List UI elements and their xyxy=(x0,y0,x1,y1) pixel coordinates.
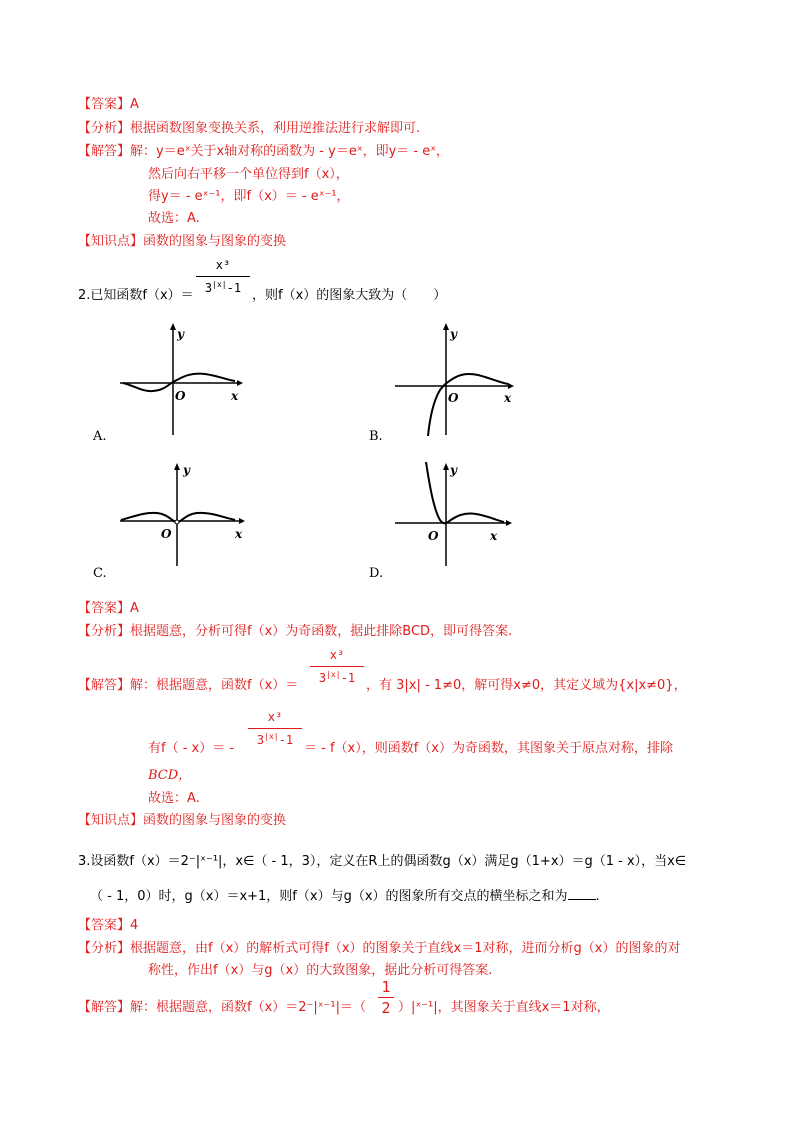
x-axis-arrow-icon xyxy=(239,518,245,524)
origin-label: O xyxy=(161,527,172,541)
x-label: x xyxy=(235,527,243,541)
curve xyxy=(428,374,508,436)
analysis-text: 根据题意，分析可得f（x）为奇函数，据此排除BCD，即可得答案. xyxy=(130,624,513,639)
answer-tag: 【答案】 xyxy=(78,601,131,616)
q2-stem-prefix: 2.已知函数f（x）＝ xyxy=(78,288,194,303)
fraction-bar xyxy=(248,728,302,729)
analysis-tag: 【分析】 xyxy=(78,941,131,956)
fraction-bar xyxy=(378,997,394,998)
q3-analysis-line2: 称性，作出f（x）与g（x）的大致图象，据此分析可得答案. xyxy=(148,963,493,978)
analysis-text: 根据函数图象变换关系，利用逆推法进行求解即可. xyxy=(130,121,421,136)
answer-value: A xyxy=(130,97,139,112)
x-label: x xyxy=(504,391,512,405)
q2-solution-line3: BCD， xyxy=(148,768,192,783)
origin-label: O xyxy=(428,529,439,543)
q2-solution-fraction xyxy=(310,646,364,692)
graph-option-a[interactable] xyxy=(115,320,245,440)
q3-answer xyxy=(78,917,138,935)
q2-analysis xyxy=(78,623,512,641)
solution-tag: 【解答】 xyxy=(78,144,131,159)
analysis-tag: 【分析】 xyxy=(78,624,131,639)
q3-stem-line2: （ - 1，0）时，g（x）＝x+1，则f（x）与g（x）的图象所有交点的横坐标之和为 . xyxy=(90,889,600,904)
graph-option-b[interactable] xyxy=(390,320,520,440)
q3-solution-suffix: ）|ˣ⁻¹|，其图象关于直线x＝1对称， xyxy=(398,1000,610,1015)
q2-stem-suffix: ，则f（x）的图象大致为（ ） xyxy=(252,288,447,303)
x-axis-arrow-icon xyxy=(508,383,514,389)
analysis-text: 根据题意，由f（x）的解析式可得f（x）的图象关于直线x＝1对称，进而分析g（x）的图象的对 xyxy=(130,941,681,956)
q1-solution-line2: 然后向右平移一个单位得到f（x）， xyxy=(148,167,349,182)
y-axis-arrow-icon xyxy=(170,323,176,330)
q1-knowledge xyxy=(78,233,286,251)
stem-text: （ - 1，0）时，g（x）＝x+1，则f（x）与g（x）的图象所有交点的横坐标之和为 xyxy=(90,889,568,904)
hole-point xyxy=(175,520,179,524)
graph-option-c[interactable] xyxy=(115,458,250,568)
x-label: x xyxy=(490,529,498,543)
fraction-numerator: 1 xyxy=(381,978,391,996)
answer-value: 4 xyxy=(130,918,139,933)
knowledge-tag: 【知识点】 xyxy=(78,813,144,828)
q1-solution-line4: 故选：A. xyxy=(148,211,200,226)
knowledge-tag: 【知识点】 xyxy=(78,234,144,249)
y-axis-arrow-icon xyxy=(443,323,449,330)
y-label: y xyxy=(450,327,457,341)
curve xyxy=(426,462,504,523)
option-c-label: C. xyxy=(93,566,107,581)
knowledge-text: 函数的图象与图象的变换 xyxy=(143,813,287,828)
fraction-bar xyxy=(310,666,364,667)
solution-text: 解：根据题意，函数f（x）＝ xyxy=(130,678,299,693)
q1-analysis xyxy=(78,120,420,138)
q2-solution-line2-suffix: ＝ - f（x），则函数f（x）为奇函数，其图象关于原点对称，排除 xyxy=(304,741,673,756)
q2-solution-prefix xyxy=(78,677,298,695)
solution-line: 解：y＝eˣ关于x轴对称的函数为 - y＝eˣ，即y＝ - eˣ， xyxy=(130,144,450,159)
y-label: y xyxy=(177,327,184,341)
q2-solution-line2-prefix: 有f（ - x）＝ - xyxy=(148,741,235,756)
fraction-numerator: x³ xyxy=(267,710,283,724)
option-a-label: A. xyxy=(93,429,107,444)
origin-label: O xyxy=(448,391,459,405)
y-axis-arrow-icon xyxy=(174,463,180,470)
answer-value: A xyxy=(130,601,139,616)
fraction-denominator: $3^{|x|}-1$ xyxy=(318,670,356,685)
q2-knowledge xyxy=(78,812,286,830)
q1-solution xyxy=(78,143,449,161)
q2-solution-line1-suffix: ，有 3|x| - 1≠0，解可得x≠0，其定义域为{x|x≠0}， xyxy=(366,678,687,693)
q3-solution-fraction xyxy=(378,978,394,1018)
fraction-numerator: x³ xyxy=(215,258,231,272)
option-d-label: D. xyxy=(369,566,384,581)
knowledge-text: 函数的图象与图象的变换 xyxy=(143,234,287,249)
answer-blank[interactable] xyxy=(568,887,596,900)
x-axis-arrow-icon xyxy=(506,520,512,526)
y-label: y xyxy=(183,463,190,477)
q2-solution-line4: 故选：A. xyxy=(148,791,200,806)
y-axis-arrow-icon xyxy=(443,463,449,470)
graph-option-d[interactable] xyxy=(390,458,520,568)
q3-solution-prefix xyxy=(78,999,366,1017)
fraction-denominator: $3^{|x|}-1$ xyxy=(256,732,294,747)
option-b-label: B. xyxy=(369,429,383,444)
q2-answer xyxy=(78,600,139,618)
solution-text: 解：根据题意，函数f（x）＝2⁻|ˣ⁻¹|＝（ xyxy=(130,1000,367,1015)
q1-answer xyxy=(78,96,139,114)
q1-solution-line3: 得y＝ - eˣ⁻¹，即f（x）＝ - eˣ⁻¹， xyxy=(148,189,350,204)
q3-stem-line1: 3.设函数f（x）＝2⁻|ˣ⁻¹|，x∈（ - 1，3），定义在R上的偶函数g（x）满足g（1+x）＝g（1 - x），当x∈ xyxy=(78,854,687,869)
fraction-numerator: x³ xyxy=(329,648,345,662)
x-axis-arrow-icon xyxy=(237,380,243,386)
y-label: y xyxy=(450,463,457,477)
answer-tag: 【答案】 xyxy=(78,918,131,933)
fraction-bar xyxy=(196,276,250,277)
solution-tag: 【解答】 xyxy=(78,678,131,693)
solution-tag: 【解答】 xyxy=(78,1000,131,1015)
q3-analysis xyxy=(78,940,680,958)
q2-solution-fraction-2 xyxy=(248,708,302,754)
analysis-tag: 【分析】 xyxy=(78,121,131,136)
q2-stem-fraction xyxy=(196,256,250,302)
x-label: x xyxy=(231,389,239,403)
fraction-denominator: $3^{|x|}-1$ xyxy=(204,280,242,295)
answer-tag: 【答案】 xyxy=(78,97,131,112)
fraction-denominator: 2 xyxy=(381,999,391,1017)
origin-label: O xyxy=(175,389,186,403)
